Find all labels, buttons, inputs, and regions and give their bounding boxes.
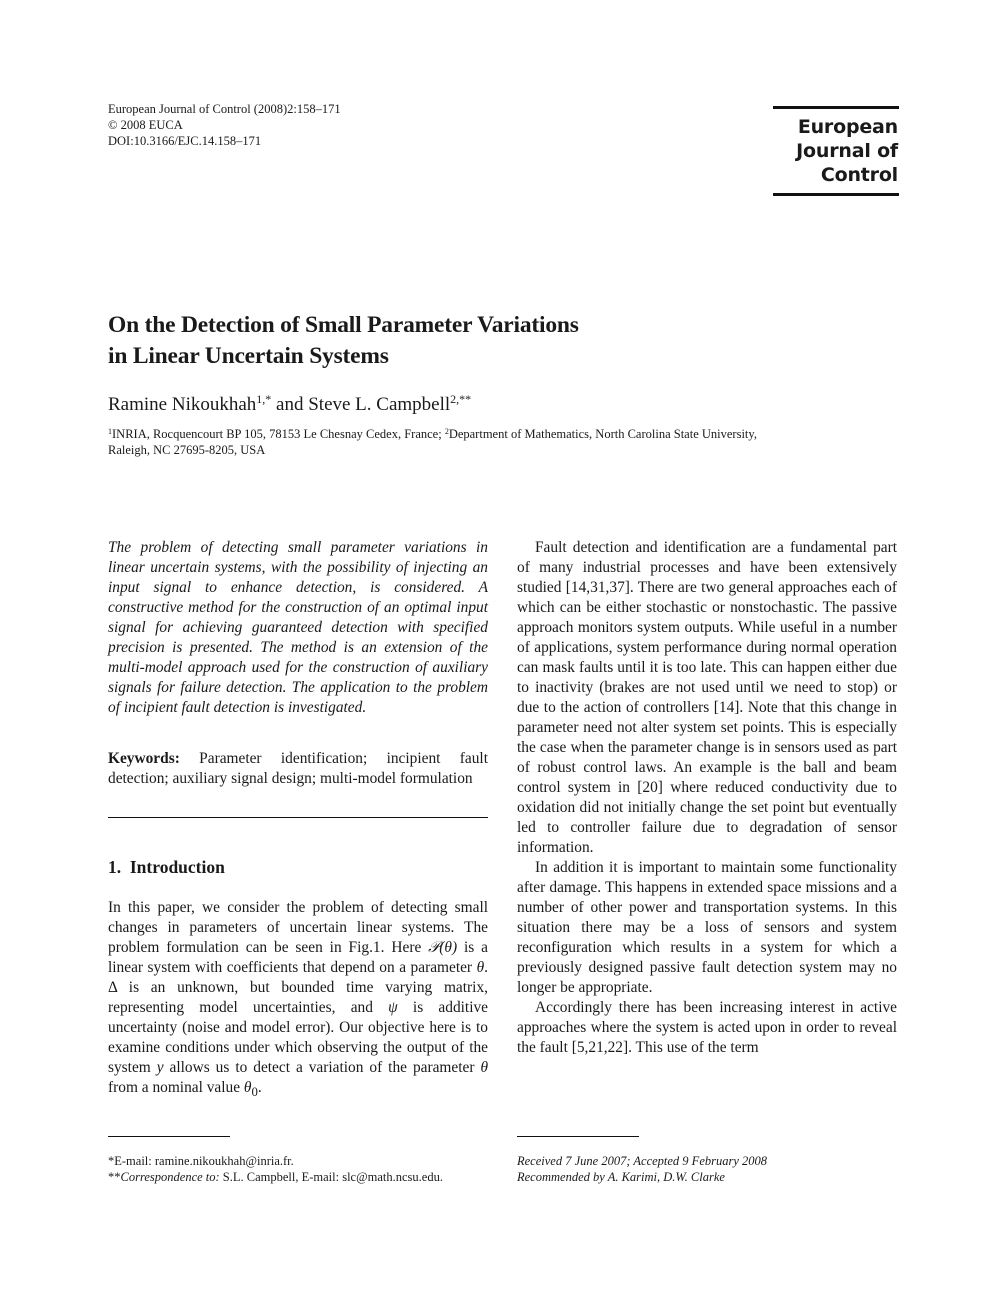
keywords-block (108, 749, 488, 789)
title-line-2: in Linear Uncertain Systems (108, 343, 389, 369)
introduction-paragraph (108, 898, 488, 1102)
footnote-rule-right (517, 1136, 639, 1137)
abstract (108, 538, 488, 718)
intro-text-1: In this paper, we consider the problem of detecting small changes in parameters of uncertain linear systems. The problem formulation can be seen in Fig.1. Here (108, 899, 488, 956)
correspondence-label: Correspondence to: (120, 1170, 220, 1184)
title-line-1: On the Detection of Small Parameter Variations (108, 312, 579, 338)
affiliation-2: Department of Mathematics, North Carolina State University, (448, 427, 757, 441)
doi-line: DOI:10.3166/EJC.14.158–171 (108, 134, 262, 148)
journal-citation: European Journal of Control (2008)2:158–171 (108, 102, 341, 116)
right-column-body (517, 538, 897, 1058)
section-title: Introduction (129, 857, 225, 877)
journal-header (108, 101, 341, 149)
author-conjunction: and (271, 394, 309, 415)
received-dates: Received 7 June 2007; Accepted 9 February 2008 (517, 1154, 768, 1168)
section-heading (108, 855, 225, 879)
affiliation-1: INRIA, Rocquencourt BP 105, 78153 Le Chesnay Cedex, France; (112, 427, 445, 441)
theta0-subscript: 0 (251, 1085, 258, 1100)
intro-text-4: is additive uncertainty (noise and model error). Our objective here is to examine conditions under which observing the output of the system (108, 999, 488, 1076)
intro-text-6: from a nominal value (108, 1079, 244, 1096)
recommended-by: Recommended by A. Karimi, D.W. Clarke (517, 1170, 725, 1184)
abstract-text: The problem of detecting small parameter variations in linear uncertain systems, with the possibility of injecting an input signal to enhance detection, is considered. A constructive method for the construction of an optimal input signal for achieving guaranteed detection with specified precision is presented. The method is an extension of the multi-model approach used for the construction of auxiliary signals for failure detection. The application to the problem of incipient fault detection is investigated. (108, 539, 488, 716)
keywords-text: Parameter identification; incipient fault detection; auxiliary signal design; multi-model formulation (108, 750, 488, 787)
theta-symbol-2: θ (480, 1059, 488, 1076)
logo-line-3: Control (820, 164, 898, 186)
copyright-line: © 2008 EUCA (108, 118, 183, 132)
footnote-rule-left (108, 1136, 230, 1137)
intro-text-7: . (257, 1079, 262, 1096)
keywords-label: Keywords: (108, 750, 180, 767)
theta0-symbol: θ (243, 1079, 252, 1096)
correspondence-text: S.L. Campbell, E-mail: slc@math.ncsu.edu. (219, 1170, 443, 1184)
body-paragraph-2: In addition it is important to maintain some functionality after damage. This happens in extended space missions and a number of other power and transportation systems. In this situation there may be a loss of sensors and system reconfiguration which results in a system for which a previously designed passive fault detection system may no longer be appropriate. (517, 859, 897, 996)
intro-text-3: . Δ is an unknown, but bounded time varying matrix, representing model uncertainties, and (108, 959, 488, 1016)
footnotes-right (517, 1153, 917, 1185)
footnote-marker: ** (108, 1170, 121, 1184)
footnote-email: *E-mail: ramine.nikoukhah@inria.fr. (108, 1154, 294, 1168)
affil-marker-2: 2 (444, 427, 449, 436)
section-number: 1. (108, 857, 122, 877)
y-symbol: y (156, 1059, 164, 1076)
logo-line-2: Journal of (796, 140, 898, 162)
body-paragraph-3: Accordingly there has been increasing interest in active approaches where the system is acted upon in order to reveal the fault [5,21,22]. This use of the term (517, 999, 897, 1056)
author-1-marker: 1,* (256, 392, 272, 406)
intro-text-5: allows us to detect a variation of the parameter (163, 1059, 481, 1076)
affiliation-2-continued: Raleigh, NC 27695-8205, USA (108, 443, 266, 457)
body-paragraph-1: Fault detection and identification are a fundamental part of many industrial processes and have been extensively studied [14,31,37]. There are two general approaches each of which can be either stochastic or nonstochastic. The passive approach monitors system outputs. While useful in a number of applications, system performance during normal operation can mask faults until it is too late. This can happen either due to inactivity (brakes are not used until we need to stop) or due to the action of controllers [14]. Note that this change in parameter need not alter system set points. This is especially the case when the parameter change is in sensors used as part of robust control laws. An example is the ball and beam control system in [20] where reduced conductivity due to oxidation did not initially change the set point but eventually led to controller failure due to degradation of sensor information. (517, 539, 897, 856)
author-1: Ramine Nikoukhah (108, 394, 257, 415)
author-2: Steve L. Campbell (308, 394, 451, 415)
affil-marker-1: 1 (108, 427, 112, 436)
author-list (108, 392, 471, 418)
theta-symbol: θ (476, 959, 485, 976)
paper-title (108, 310, 808, 372)
intro-text-2: is a linear system with coefficients that depend on a parameter (108, 939, 488, 976)
logo-bottom-rule (773, 193, 899, 196)
p-theta-symbol: 𝒫(θ) (428, 939, 458, 956)
footnotes-left (108, 1153, 508, 1185)
logo-line-1: European (797, 116, 898, 138)
psi-symbol: ψ (388, 999, 398, 1016)
author-2-marker: 2,** (450, 392, 472, 406)
abstract-divider (108, 817, 488, 818)
journal-logo (773, 106, 899, 196)
affiliations (108, 426, 828, 458)
